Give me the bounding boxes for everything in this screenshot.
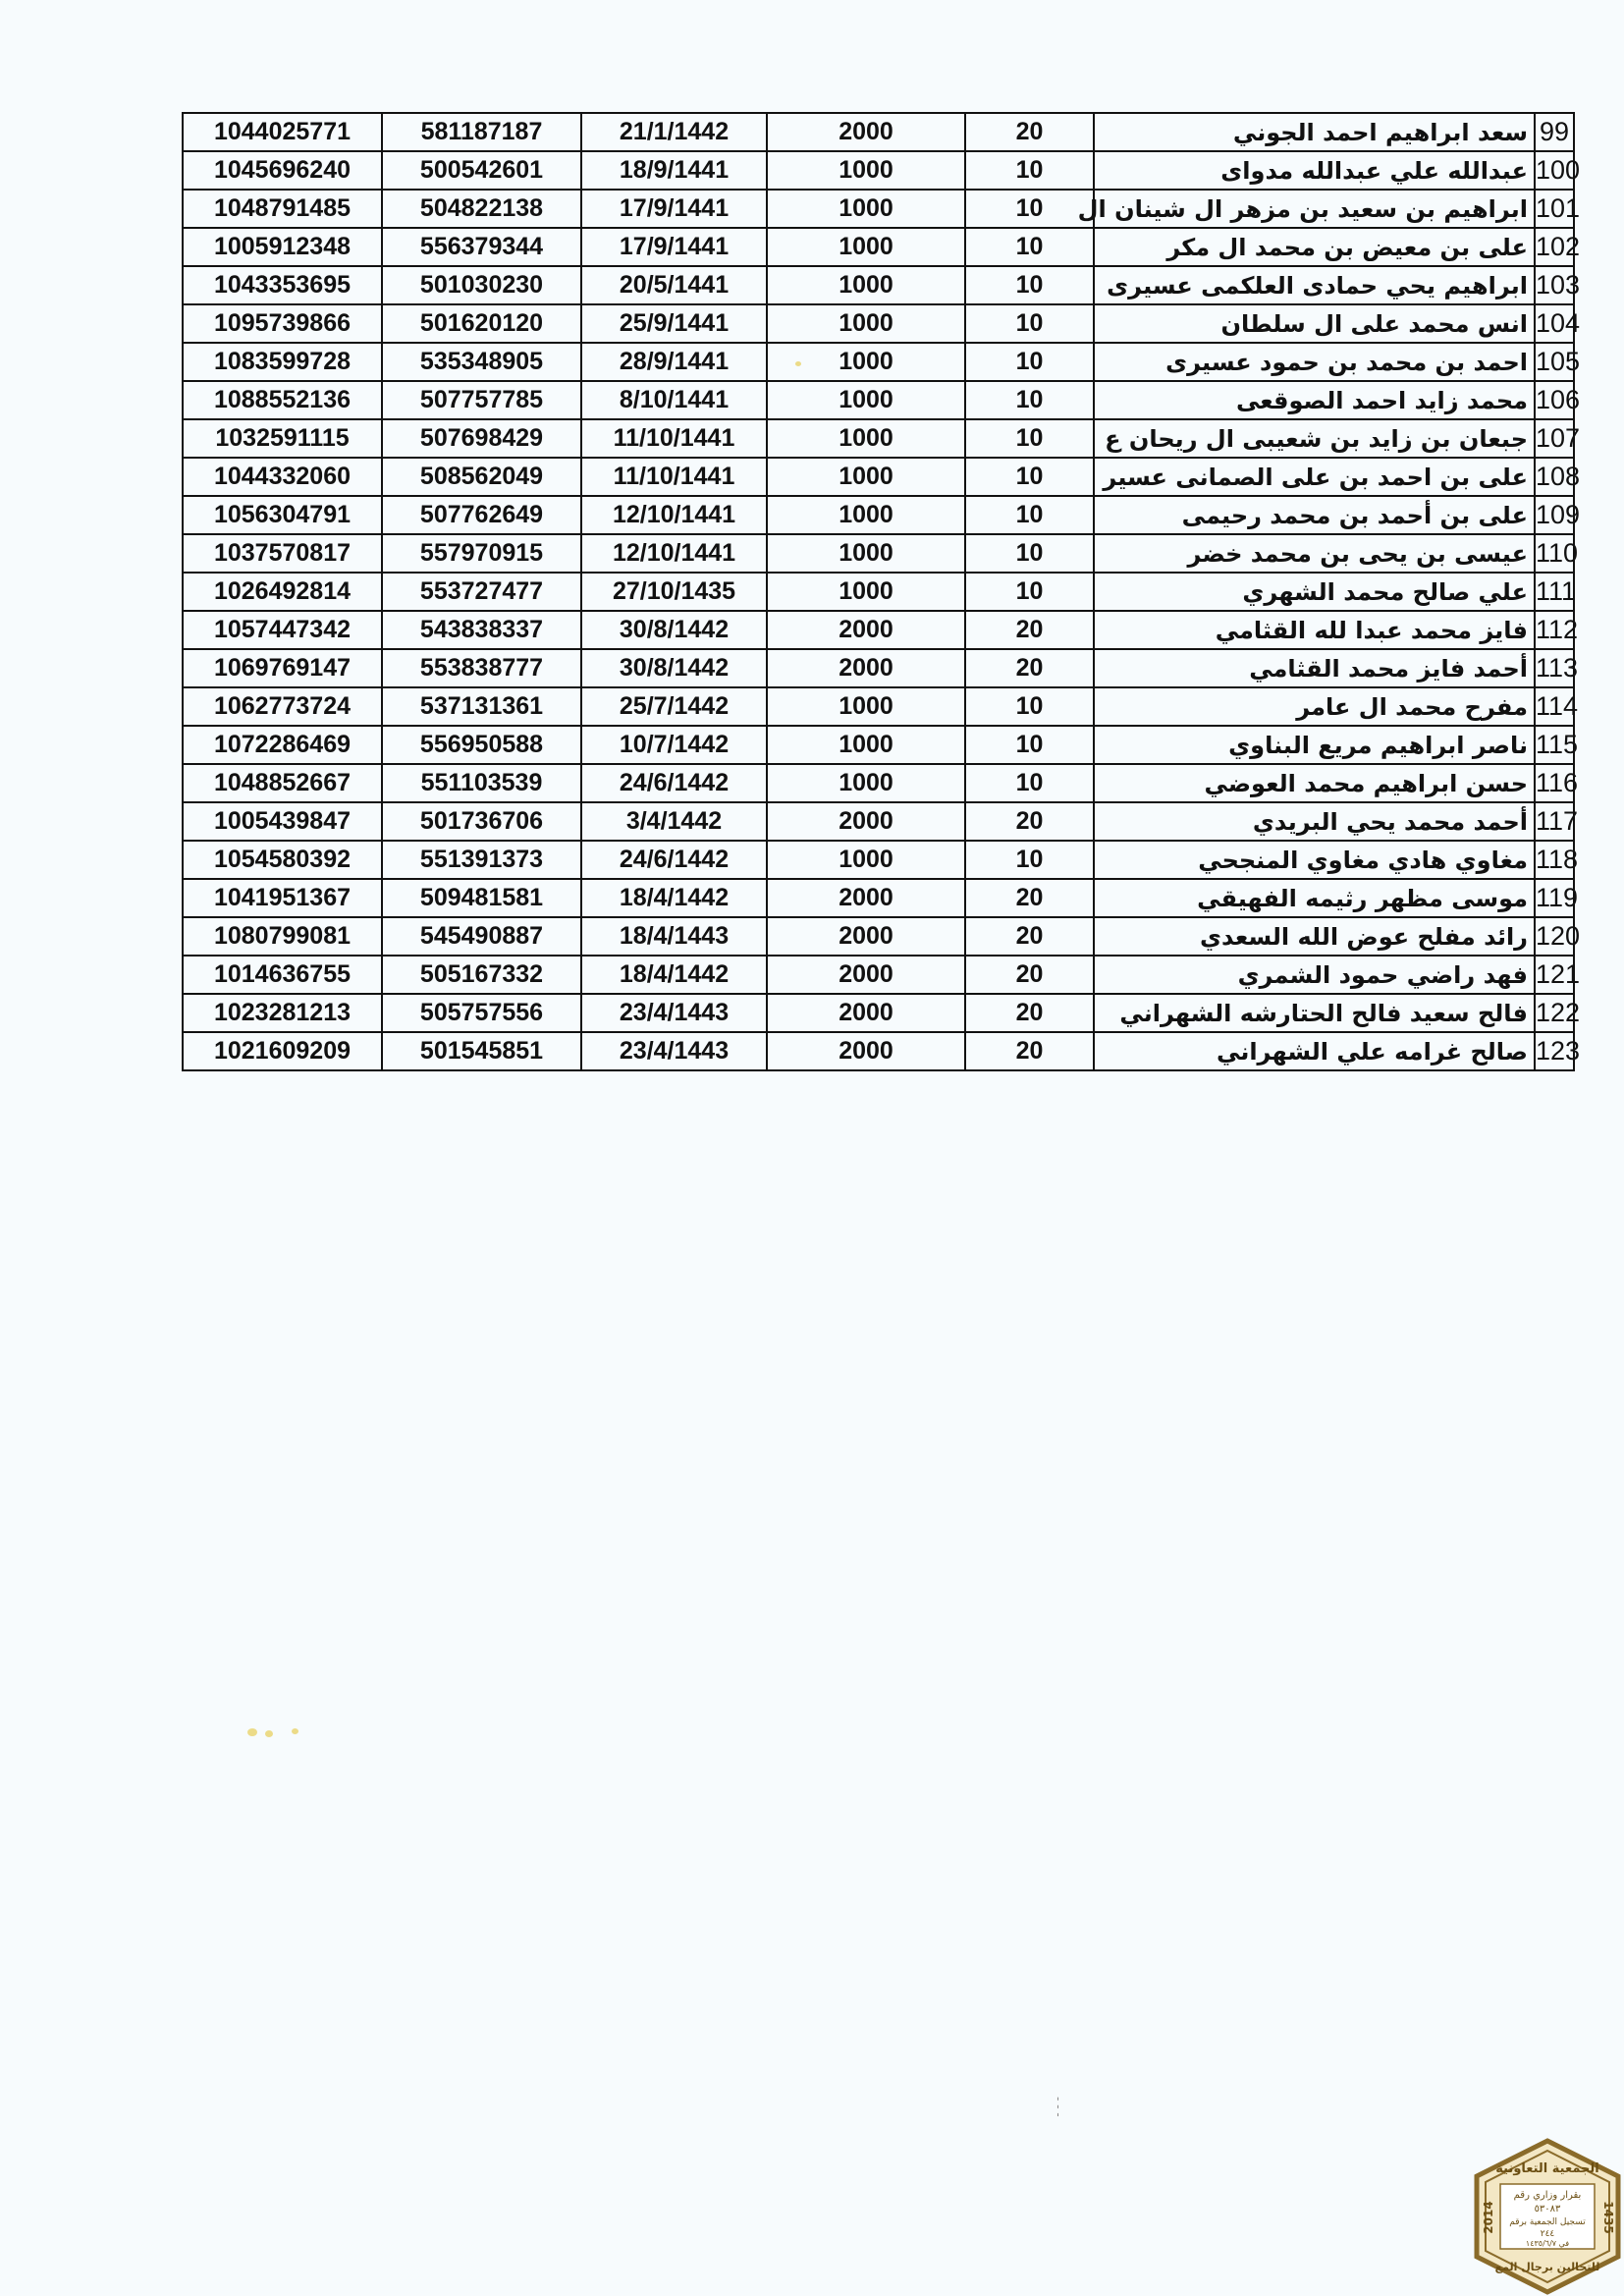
name-cell: على بن أحمد بن محمد رحيمى <box>1094 496 1535 534</box>
count-cell: 20 <box>965 802 1094 841</box>
phone-cell: 500542601 <box>382 151 581 190</box>
count-cell: 20 <box>965 956 1094 994</box>
date-cell: 12/10/1441 <box>581 496 767 534</box>
national-id-cell: 1023281213 <box>183 994 382 1032</box>
count-cell: 20 <box>965 917 1094 956</box>
table-row <box>183 611 1574 649</box>
count-cell: 20 <box>965 879 1094 917</box>
table-row <box>183 956 1574 994</box>
table-row <box>183 343 1574 381</box>
name-cell: مفرح محمد ال عامر <box>1094 687 1535 726</box>
count-cell: 10 <box>965 573 1094 611</box>
name-cell: ناصر ابراهيم مريع البناوي <box>1094 726 1535 764</box>
phone-cell: 507762649 <box>382 496 581 534</box>
date-cell: 17/9/1441 <box>581 190 767 228</box>
phone-cell: 537131361 <box>382 687 581 726</box>
national-id-cell: 1037570817 <box>183 534 382 573</box>
association-seal-stamp <box>1471 2137 1624 2296</box>
table-row <box>183 841 1574 879</box>
scan-speck <box>795 361 801 366</box>
table-row <box>183 190 1574 228</box>
phone-cell: 556950588 <box>382 726 581 764</box>
national-id-cell: 1054580392 <box>183 841 382 879</box>
national-id-cell: 1048791485 <box>183 190 382 228</box>
amount-cell: 2000 <box>767 113 965 151</box>
national-id-cell: 1005912348 <box>183 228 382 266</box>
scan-speck <box>247 1728 257 1736</box>
national-id-cell: 1045696240 <box>183 151 382 190</box>
count-cell: 10 <box>965 304 1094 343</box>
name-cell: حسن ابراهيم محمد العوضي <box>1094 764 1535 802</box>
amount-cell: 2000 <box>767 956 965 994</box>
national-id-cell: 1043353695 <box>183 266 382 304</box>
name-cell: على بن احمد بن على الصمانى عسير <box>1094 458 1535 496</box>
table-row <box>183 573 1574 611</box>
row-number-cell: 110 <box>1535 534 1574 573</box>
table-row <box>183 496 1574 534</box>
count-cell: 20 <box>965 994 1094 1032</box>
phone-cell: 581187187 <box>382 113 581 151</box>
amount-cell: 1000 <box>767 151 965 190</box>
seal-year-right: 1435 <box>1601 2201 1615 2234</box>
row-number-cell: 120 <box>1535 917 1574 956</box>
row-number-cell: 115 <box>1535 726 1574 764</box>
beneficiaries-table <box>182 112 1581 1071</box>
amount-cell: 1000 <box>767 266 965 304</box>
seal-year-left: 2014 <box>1482 2201 1495 2234</box>
row-number-cell: 101 <box>1535 190 1574 228</box>
phone-cell: 505757556 <box>382 994 581 1032</box>
row-number-cell: 106 <box>1535 381 1574 419</box>
phone-cell: 551391373 <box>382 841 581 879</box>
row-number-cell: 100 <box>1535 151 1574 190</box>
date-cell: 11/10/1441 <box>581 458 767 496</box>
count-cell: 20 <box>965 649 1094 687</box>
scan-speck <box>265 1730 273 1737</box>
seal-arc-text: الجمعية التعاونية <box>1495 2161 1599 2176</box>
row-number-cell: 117 <box>1535 802 1574 841</box>
name-cell: علي صالح محمد الشهري <box>1094 573 1535 611</box>
name-cell: احمد بن محمد بن حمود عسيرى <box>1094 343 1535 381</box>
national-id-cell: 1083599728 <box>183 343 382 381</box>
national-id-cell: 1088552136 <box>183 381 382 419</box>
date-cell: 23/4/1443 <box>581 994 767 1032</box>
scan-speck <box>292 1728 298 1734</box>
name-cell: رائد مفلح عوض الله السعدي <box>1094 917 1535 956</box>
row-number-cell: 99 <box>1535 113 1574 151</box>
national-id-cell: 1026492814 <box>183 573 382 611</box>
national-id-cell: 1080799081 <box>183 917 382 956</box>
national-id-cell: 1021609209 <box>183 1032 382 1070</box>
table-row <box>183 994 1574 1032</box>
seal-bottom-text: للتحالين برجال المع <box>1494 2261 1600 2273</box>
count-cell: 10 <box>965 343 1094 381</box>
row-number-cell: 104 <box>1535 304 1574 343</box>
national-id-cell: 1057447342 <box>183 611 382 649</box>
table-row <box>183 802 1574 841</box>
date-cell: 18/4/1442 <box>581 956 767 994</box>
amount-cell: 2000 <box>767 879 965 917</box>
table-row <box>183 726 1574 764</box>
amount-cell: 2000 <box>767 611 965 649</box>
count-cell: 20 <box>965 611 1094 649</box>
count-cell: 10 <box>965 190 1094 228</box>
date-cell: 25/9/1441 <box>581 304 767 343</box>
name-cell: انس محمد على ال سلطان <box>1094 304 1535 343</box>
date-cell: 12/10/1441 <box>581 534 767 573</box>
phone-cell: 507698429 <box>382 419 581 458</box>
date-cell: 27/10/1435 <box>581 573 767 611</box>
national-id-cell: 1005439847 <box>183 802 382 841</box>
row-number-cell: 121 <box>1535 956 1574 994</box>
table-row <box>183 649 1574 687</box>
amount-cell: 2000 <box>767 1032 965 1070</box>
handwritten-mark: - - - <box>1052 2097 1065 2117</box>
count-cell: 10 <box>965 266 1094 304</box>
phone-cell: 551103539 <box>382 764 581 802</box>
amount-cell: 1000 <box>767 496 965 534</box>
amount-cell: 1000 <box>767 304 965 343</box>
count-cell: 10 <box>965 458 1094 496</box>
row-number-cell: 103 <box>1535 266 1574 304</box>
national-id-cell: 1014636755 <box>183 956 382 994</box>
national-id-cell: 1095739866 <box>183 304 382 343</box>
count-cell: 10 <box>965 151 1094 190</box>
amount-cell: 1000 <box>767 190 965 228</box>
table-row <box>183 113 1574 151</box>
amount-cell: 1000 <box>767 419 965 458</box>
amount-cell: 2000 <box>767 917 965 956</box>
amount-cell: 1000 <box>767 381 965 419</box>
table-row <box>183 879 1574 917</box>
table-row <box>183 534 1574 573</box>
phone-cell: 545490887 <box>382 917 581 956</box>
name-cell: جبعان بن زايد بن شعيبى ال ريحان ع <box>1094 419 1535 458</box>
amount-cell: 1000 <box>767 343 965 381</box>
row-number-cell: 107 <box>1535 419 1574 458</box>
amount-cell: 2000 <box>767 994 965 1032</box>
date-cell: 3/4/1442 <box>581 802 767 841</box>
name-cell: عيسى بن يحى بن محمد خضر <box>1094 534 1535 573</box>
count-cell: 10 <box>965 687 1094 726</box>
national-id-cell: 1041951367 <box>183 879 382 917</box>
date-cell: 25/7/1442 <box>581 687 767 726</box>
national-id-cell: 1032591115 <box>183 419 382 458</box>
national-id-cell: 1048852667 <box>183 764 382 802</box>
count-cell: 10 <box>965 419 1094 458</box>
name-cell: فايز محمد عبدا لله القثامي <box>1094 611 1535 649</box>
seal-line-5: في ١٤٣٥/٦/٧ <box>1525 2239 1570 2248</box>
date-cell: 24/6/1442 <box>581 841 767 879</box>
row-number-cell: 108 <box>1535 458 1574 496</box>
date-cell: 24/6/1442 <box>581 764 767 802</box>
date-cell: 17/9/1441 <box>581 228 767 266</box>
table-row <box>183 151 1574 190</box>
seal-line-1: بقرار وزاري رقم <box>1513 2190 1582 2201</box>
name-cell: فهد راضي حمود الشمري <box>1094 956 1535 994</box>
date-cell: 28/9/1441 <box>581 343 767 381</box>
phone-cell: 553727477 <box>382 573 581 611</box>
phone-cell: 501545851 <box>382 1032 581 1070</box>
phone-cell: 501030230 <box>382 266 581 304</box>
date-cell: 30/8/1442 <box>581 611 767 649</box>
national-id-cell: 1069769147 <box>183 649 382 687</box>
phone-cell: 553838777 <box>382 649 581 687</box>
amount-cell: 1000 <box>767 228 965 266</box>
row-number-cell: 118 <box>1535 841 1574 879</box>
amount-cell: 2000 <box>767 802 965 841</box>
seal-line-2: ٥٣٠٨٣ <box>1534 2204 1561 2214</box>
national-id-cell: 1062773724 <box>183 687 382 726</box>
count-cell: 10 <box>965 381 1094 419</box>
name-cell: أحمد محمد يحي البريدي <box>1094 802 1535 841</box>
table-row <box>183 304 1574 343</box>
national-id-cell: 1044332060 <box>183 458 382 496</box>
amount-cell: 1000 <box>767 458 965 496</box>
table-row <box>183 419 1574 458</box>
amount-cell: 1000 <box>767 726 965 764</box>
phone-cell: 543838337 <box>382 611 581 649</box>
date-cell: 30/8/1442 <box>581 649 767 687</box>
table-row <box>183 266 1574 304</box>
count-cell: 10 <box>965 841 1094 879</box>
name-cell: ابراهيم بن سعيد بن مزهر ال شينان ال <box>1094 190 1535 228</box>
phone-cell: 508562049 <box>382 458 581 496</box>
phone-cell: 501620120 <box>382 304 581 343</box>
name-cell: عبدالله علي عبدالله مدواى <box>1094 151 1535 190</box>
name-cell: محمد زايد احمد الصوقعى <box>1094 381 1535 419</box>
name-cell: صالح غرامه علي الشهراني <box>1094 1032 1535 1070</box>
phone-cell: 504822138 <box>382 190 581 228</box>
count-cell: 20 <box>965 113 1094 151</box>
name-cell: على بن معيض بن محمد ال مكر <box>1094 228 1535 266</box>
table-row <box>183 917 1574 956</box>
phone-cell: 507757785 <box>382 381 581 419</box>
phone-cell: 556379344 <box>382 228 581 266</box>
date-cell: 20/5/1441 <box>581 266 767 304</box>
count-cell: 10 <box>965 534 1094 573</box>
date-cell: 10/7/1442 <box>581 726 767 764</box>
date-cell: 11/10/1441 <box>581 419 767 458</box>
amount-cell: 1000 <box>767 764 965 802</box>
table-body <box>183 113 1581 1070</box>
phone-cell: 557970915 <box>382 534 581 573</box>
count-cell: 10 <box>965 726 1094 764</box>
national-id-cell: 1072286469 <box>183 726 382 764</box>
amount-cell: 1000 <box>767 687 965 726</box>
date-cell: 18/4/1442 <box>581 879 767 917</box>
phone-cell: 509481581 <box>382 879 581 917</box>
date-cell: 8/10/1441 <box>581 381 767 419</box>
row-number-cell: 123 <box>1535 1032 1574 1070</box>
table-row <box>183 1032 1574 1070</box>
row-number-cell: 102 <box>1535 228 1574 266</box>
name-cell: موسى مظهر رثيمه الفهيقي <box>1094 879 1535 917</box>
date-cell: 21/1/1442 <box>581 113 767 151</box>
count-cell: 10 <box>965 764 1094 802</box>
amount-cell: 1000 <box>767 573 965 611</box>
national-id-cell: 1044025771 <box>183 113 382 151</box>
row-number-cell: 109 <box>1535 496 1574 534</box>
phone-cell: 505167332 <box>382 956 581 994</box>
name-cell: فالح سعيد فالح الحتارشه الشهراني <box>1094 994 1535 1032</box>
table-row <box>183 687 1574 726</box>
date-cell: 18/9/1441 <box>581 151 767 190</box>
row-number-cell: 112 <box>1535 611 1574 649</box>
row-number-cell: 111 <box>1535 573 1574 611</box>
row-number-cell: 114 <box>1535 687 1574 726</box>
name-cell: مغاوي هادي مغاوي المنجحي <box>1094 841 1535 879</box>
amount-cell: 2000 <box>767 649 965 687</box>
count-cell: 10 <box>965 496 1094 534</box>
seal-line-3: تسجيل الجمعية برقم <box>1509 2217 1586 2227</box>
table-row <box>183 458 1574 496</box>
date-cell: 18/4/1443 <box>581 917 767 956</box>
amount-cell: 1000 <box>767 534 965 573</box>
national-id-cell: 1056304791 <box>183 496 382 534</box>
count-cell: 10 <box>965 228 1094 266</box>
row-number-cell: 113 <box>1535 649 1574 687</box>
row-number-cell: 116 <box>1535 764 1574 802</box>
phone-cell: 501736706 <box>382 802 581 841</box>
table-row <box>183 381 1574 419</box>
table-row <box>183 228 1574 266</box>
phone-cell: 535348905 <box>382 343 581 381</box>
seal-line-4: ٢٤٤ <box>1540 2229 1555 2239</box>
amount-cell: 1000 <box>767 841 965 879</box>
row-number-cell: 122 <box>1535 994 1574 1032</box>
name-cell: أحمد فايز محمد القثامي <box>1094 649 1535 687</box>
table-row <box>183 764 1574 802</box>
row-number-cell: 119 <box>1535 879 1574 917</box>
date-cell: 23/4/1443 <box>581 1032 767 1070</box>
name-cell: سعد ابراهيم احمد الجوني <box>1094 113 1535 151</box>
name-cell: ابراهيم يحي حمادى العلكمى عسيرى <box>1094 266 1535 304</box>
row-number-cell: 105 <box>1535 343 1574 381</box>
count-cell: 20 <box>965 1032 1094 1070</box>
